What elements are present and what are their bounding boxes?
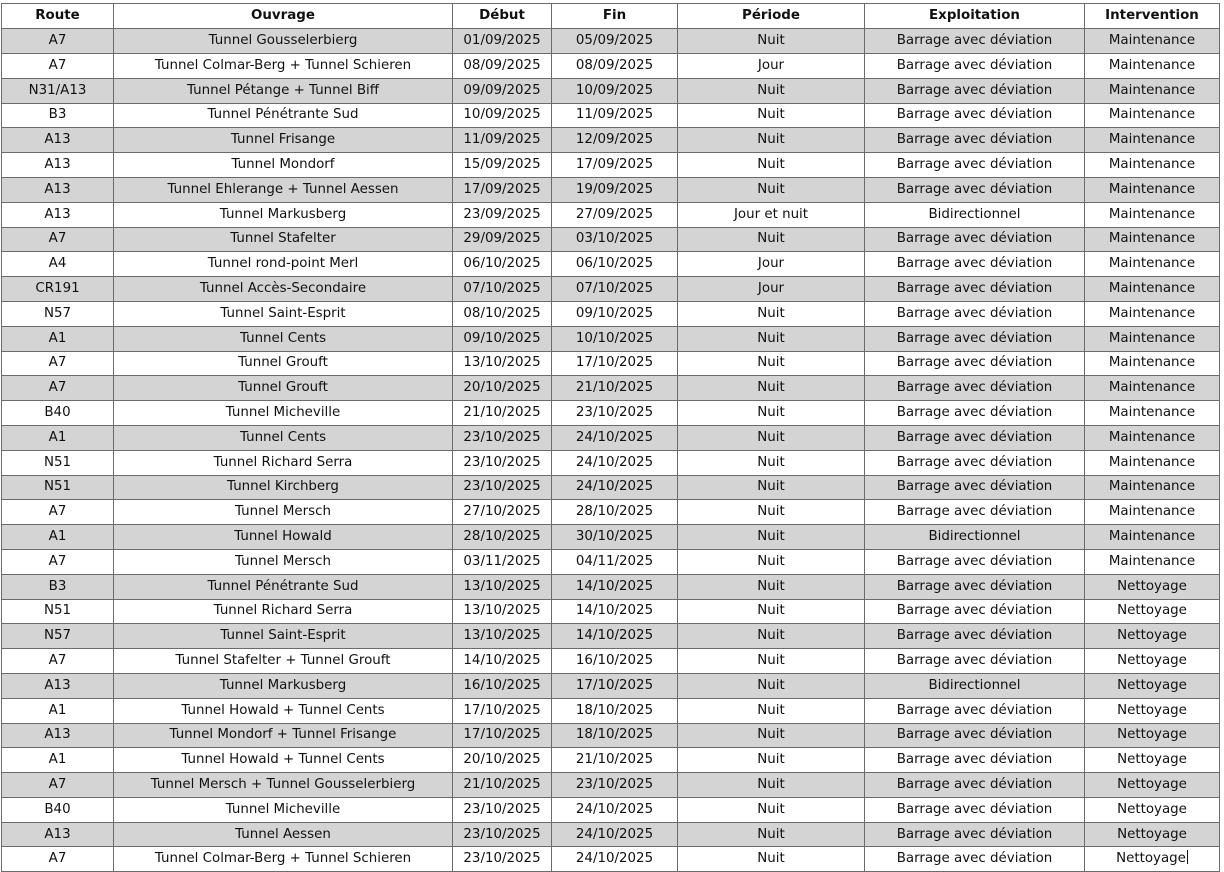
cell-fin[interactable]: 21/10/2025 (552, 748, 678, 773)
cell-debut[interactable]: 07/10/2025 (453, 277, 552, 302)
cell-route[interactable]: N51 (2, 450, 114, 475)
cell-intervention[interactable]: Nettoyage (1085, 624, 1220, 649)
cell-route[interactable]: B3 (2, 103, 114, 128)
cell-fin[interactable]: 14/10/2025 (552, 624, 678, 649)
cell-route[interactable]: A7 (2, 847, 114, 872)
cell-debut[interactable]: 28/10/2025 (453, 525, 552, 550)
table-row (2, 624, 1220, 649)
tunnel-schedule-table (1, 3, 1220, 872)
cell-debut[interactable]: 13/10/2025 (453, 574, 552, 599)
table-row (2, 401, 1220, 426)
cell-periode[interactable]: Nuit (678, 326, 865, 351)
table-row (2, 450, 1220, 475)
cell-ouvrage[interactable]: Tunnel Micheville (114, 401, 453, 426)
table-row (2, 549, 1220, 574)
cell-debut[interactable]: 17/09/2025 (453, 177, 552, 202)
table-row (2, 53, 1220, 78)
cell-intervention[interactable]: Maintenance (1085, 153, 1220, 178)
cell-route[interactable]: A13 (2, 128, 114, 153)
table-row (2, 351, 1220, 376)
cell-ouvrage[interactable]: Tunnel Markusberg (114, 202, 453, 227)
cell-exploitation[interactable]: Barrage avec déviation (865, 103, 1085, 128)
cell-debut[interactable]: 21/10/2025 (453, 773, 552, 798)
table-row (2, 649, 1220, 674)
cell-ouvrage[interactable]: Tunnel rond-point Merl (114, 252, 453, 277)
cell-route[interactable]: A7 (2, 29, 114, 54)
table-row (2, 525, 1220, 550)
cell-exploitation[interactable]: Barrage avec déviation (865, 748, 1085, 773)
cell-intervention[interactable]: Maintenance (1085, 53, 1220, 78)
cell-route[interactable]: N51 (2, 475, 114, 500)
cell-fin[interactable]: 24/10/2025 (552, 822, 678, 847)
cell-ouvrage[interactable]: Tunnel Mersch (114, 549, 453, 574)
cell-route[interactable]: A1 (2, 425, 114, 450)
cell-route[interactable]: A7 (2, 549, 114, 574)
cell-ouvrage[interactable]: Tunnel Howald + Tunnel Cents (114, 698, 453, 723)
table-row (2, 773, 1220, 798)
cell-exploitation[interactable]: Bidirectionnel (865, 202, 1085, 227)
header-route[interactable]: Route (2, 4, 114, 29)
cell-intervention[interactable]: Maintenance (1085, 500, 1220, 525)
cell-debut[interactable]: 17/10/2025 (453, 698, 552, 723)
table-row (2, 500, 1220, 525)
cell-debut[interactable]: 27/10/2025 (453, 500, 552, 525)
cell-exploitation[interactable]: Barrage avec déviation (865, 351, 1085, 376)
cell-debut[interactable]: 14/10/2025 (453, 649, 552, 674)
cell-periode[interactable]: Nuit (678, 227, 865, 252)
cell-fin[interactable]: 12/09/2025 (552, 128, 678, 153)
cell-periode[interactable]: Nuit (678, 525, 865, 550)
cell-intervention[interactable]: Nettoyage (1085, 748, 1220, 773)
cell-ouvrage[interactable]: Tunnel Micheville (114, 797, 453, 822)
cell-periode[interactable]: Nuit (678, 698, 865, 723)
cell-route[interactable]: A7 (2, 773, 114, 798)
cell-periode[interactable]: Nuit (678, 425, 865, 450)
cell-debut[interactable]: 17/10/2025 (453, 723, 552, 748)
cell-debut[interactable]: 08/09/2025 (453, 53, 552, 78)
cell-route[interactable]: A7 (2, 649, 114, 674)
cell-debut[interactable]: 23/10/2025 (453, 475, 552, 500)
table-row (2, 574, 1220, 599)
cell-fin[interactable]: 04/11/2025 (552, 549, 678, 574)
cell-intervention[interactable]: Nettoyage (1085, 574, 1220, 599)
cell-fin[interactable]: 05/09/2025 (552, 29, 678, 54)
table-row (2, 103, 1220, 128)
cell-periode[interactable]: Nuit (678, 376, 865, 401)
cell-exploitation[interactable]: Barrage avec déviation (865, 326, 1085, 351)
cell-intervention[interactable]: Nettoyage (1085, 698, 1220, 723)
table-row (2, 425, 1220, 450)
cell-debut[interactable]: 16/10/2025 (453, 673, 552, 698)
cell-periode[interactable]: Nuit (678, 475, 865, 500)
table-row (2, 847, 1220, 872)
cell-periode[interactable]: Nuit (678, 29, 865, 54)
cell-debut[interactable]: 01/09/2025 (453, 29, 552, 54)
cell-route[interactable]: A7 (2, 53, 114, 78)
cell-periode[interactable]: Nuit (678, 450, 865, 475)
cell-debut[interactable]: 10/09/2025 (453, 103, 552, 128)
cell-exploitation[interactable]: Barrage avec déviation (865, 574, 1085, 599)
cell-ouvrage[interactable]: Tunnel Cents (114, 326, 453, 351)
cell-periode[interactable]: Nuit (678, 128, 865, 153)
cell-exploitation[interactable]: Barrage avec déviation (865, 301, 1085, 326)
cell-fin[interactable]: 07/10/2025 (552, 277, 678, 302)
cell-intervention[interactable]: Nettoyage (1085, 773, 1220, 798)
cell-intervention[interactable]: Nettoyage (1085, 797, 1220, 822)
cell-fin[interactable]: 24/10/2025 (552, 847, 678, 872)
cell-periode[interactable]: Nuit (678, 673, 865, 698)
cell-debut[interactable]: 23/10/2025 (453, 847, 552, 872)
header-ouvrage[interactable]: Ouvrage (114, 4, 453, 29)
cell-fin[interactable]: 06/10/2025 (552, 252, 678, 277)
cell-exploitation[interactable]: Barrage avec déviation (865, 177, 1085, 202)
table-row (2, 227, 1220, 252)
cell-exploitation[interactable]: Barrage avec déviation (865, 401, 1085, 426)
cell-route[interactable]: A13 (2, 153, 114, 178)
cell-debut[interactable]: 20/10/2025 (453, 748, 552, 773)
table-row (2, 599, 1220, 624)
cell-ouvrage[interactable]: Tunnel Stafelter (114, 227, 453, 252)
cell-intervention[interactable]: Maintenance (1085, 401, 1220, 426)
cell-ouvrage[interactable]: Tunnel Mersch + Tunnel Gousselerbierg (114, 773, 453, 798)
cell-debut[interactable]: 23/10/2025 (453, 425, 552, 450)
table-row (2, 673, 1220, 698)
table-row (2, 153, 1220, 178)
cell-route[interactable]: A1 (2, 525, 114, 550)
table-row (2, 698, 1220, 723)
header-debut[interactable]: Début (453, 4, 552, 29)
cell-ouvrage[interactable]: Tunnel Pénétrante Sud (114, 103, 453, 128)
table-row (2, 376, 1220, 401)
cell-periode[interactable]: Nuit (678, 773, 865, 798)
cell-intervention[interactable]: Maintenance (1085, 227, 1220, 252)
cell-intervention[interactable]: Maintenance (1085, 177, 1220, 202)
cell-ouvrage[interactable]: Tunnel Ehlerange + Tunnel Aessen (114, 177, 453, 202)
cell-ouvrage[interactable]: Tunnel Colmar-Berg + Tunnel Schieren (114, 53, 453, 78)
cell-periode[interactable]: Nuit (678, 549, 865, 574)
cell-exploitation[interactable]: Barrage avec déviation (865, 500, 1085, 525)
cell-ouvrage[interactable]: Tunnel Richard Serra (114, 450, 453, 475)
cell-debut[interactable]: 08/10/2025 (453, 301, 552, 326)
cell-intervention[interactable]: Maintenance (1085, 301, 1220, 326)
header-intervention[interactable]: Intervention (1085, 4, 1220, 29)
cell-exploitation[interactable]: Barrage avec déviation (865, 649, 1085, 674)
cell-exploitation[interactable]: Barrage avec déviation (865, 425, 1085, 450)
cell-periode[interactable]: Nuit (678, 574, 865, 599)
cell-exploitation[interactable]: Barrage avec déviation (865, 376, 1085, 401)
cell-periode[interactable]: Nuit (678, 599, 865, 624)
cell-route[interactable]: A1 (2, 748, 114, 773)
cell-exploitation[interactable]: Barrage avec déviation (865, 277, 1085, 302)
cell-fin[interactable]: 17/09/2025 (552, 153, 678, 178)
cell-intervention[interactable]: Maintenance (1085, 252, 1220, 277)
table-row (2, 29, 1220, 54)
cell-exploitation[interactable]: Barrage avec déviation (865, 797, 1085, 822)
cell-intervention[interactable]: Maintenance (1085, 103, 1220, 128)
table-row (2, 797, 1220, 822)
cell-exploitation[interactable]: Barrage avec déviation (865, 773, 1085, 798)
cell-intervention[interactable]: Nettoyage (1085, 822, 1220, 847)
cell-intervention[interactable]: Maintenance (1085, 351, 1220, 376)
cell-exploitation[interactable]: Barrage avec déviation (865, 475, 1085, 500)
cell-debut[interactable]: 23/10/2025 (453, 797, 552, 822)
cell-debut[interactable]: 23/09/2025 (453, 202, 552, 227)
cell-exploitation[interactable]: Barrage avec déviation (865, 698, 1085, 723)
cell-route[interactable]: A4 (2, 252, 114, 277)
cell-periode[interactable]: Jour (678, 53, 865, 78)
cell-ouvrage[interactable]: Tunnel Cents (114, 425, 453, 450)
cell-ouvrage[interactable]: Tunnel Aessen (114, 822, 453, 847)
cell-debut[interactable]: 29/09/2025 (453, 227, 552, 252)
cell-exploitation[interactable]: Barrage avec déviation (865, 227, 1085, 252)
cell-intervention[interactable]: Nettoyage (1085, 599, 1220, 624)
cell-periode[interactable]: Nuit (678, 822, 865, 847)
cell-fin[interactable]: 16/10/2025 (552, 649, 678, 674)
cell-periode[interactable]: Nuit (678, 847, 865, 872)
table-row (2, 252, 1220, 277)
cell-intervention[interactable]: Nettoyage (1085, 649, 1220, 674)
cell-exploitation[interactable]: Barrage avec déviation (865, 128, 1085, 153)
cell-fin[interactable]: 18/10/2025 (552, 698, 678, 723)
cell-ouvrage[interactable]: Tunnel Howald (114, 525, 453, 550)
table-row (2, 723, 1220, 748)
cell-ouvrage[interactable]: Tunnel Grouft (114, 351, 453, 376)
cell-exploitation[interactable]: Bidirectionnel (865, 525, 1085, 550)
cell-ouvrage[interactable]: Tunnel Markusberg (114, 673, 453, 698)
cell-ouvrage[interactable]: Tunnel Saint-Esprit (114, 624, 453, 649)
cell-periode[interactable]: Nuit (678, 797, 865, 822)
cell-fin[interactable]: 11/09/2025 (552, 103, 678, 128)
cell-fin[interactable]: 27/09/2025 (552, 202, 678, 227)
cell-exploitation[interactable]: Barrage avec déviation (865, 847, 1085, 872)
cell-intervention[interactable]: Nettoyage (1085, 673, 1220, 698)
cell-intervention[interactable]: Nettoyage (1085, 723, 1220, 748)
cell-debut[interactable]: 13/10/2025 (453, 624, 552, 649)
cell-debut[interactable]: 21/10/2025 (453, 401, 552, 426)
cell-debut[interactable]: 11/09/2025 (453, 128, 552, 153)
cell-exploitation[interactable]: Barrage avec déviation (865, 723, 1085, 748)
table-body (2, 29, 1220, 872)
cell-periode[interactable]: Nuit (678, 723, 865, 748)
cell-exploitation[interactable]: Barrage avec déviation (865, 78, 1085, 103)
cell-intervention[interactable]: Maintenance (1085, 549, 1220, 574)
cell-ouvrage[interactable]: Tunnel Accès-Secondaire (114, 277, 453, 302)
cell-fin[interactable]: 17/10/2025 (552, 673, 678, 698)
cell-debut[interactable]: 09/09/2025 (453, 78, 552, 103)
cell-fin[interactable]: 18/10/2025 (552, 723, 678, 748)
cell-route[interactable]: A13 (2, 177, 114, 202)
cell-exploitation[interactable]: Barrage avec déviation (865, 252, 1085, 277)
cell-periode[interactable]: Nuit (678, 153, 865, 178)
cell-route[interactable]: A13 (2, 202, 114, 227)
cell-debut[interactable]: 03/11/2025 (453, 549, 552, 574)
cell-intervention[interactable]: Maintenance (1085, 29, 1220, 54)
table-row (2, 202, 1220, 227)
table-row (2, 822, 1220, 847)
cell-fin[interactable]: 10/09/2025 (552, 78, 678, 103)
cell-intervention[interactable]: Maintenance (1085, 326, 1220, 351)
cell-exploitation[interactable]: Barrage avec déviation (865, 153, 1085, 178)
cell-route[interactable]: B40 (2, 401, 114, 426)
cell-fin[interactable]: 21/10/2025 (552, 376, 678, 401)
cell-ouvrage[interactable]: Tunnel Howald + Tunnel Cents (114, 748, 453, 773)
cell-periode[interactable]: Nuit (678, 103, 865, 128)
schedule-sheet (1, 3, 1220, 872)
table-row (2, 475, 1220, 500)
table-row (2, 78, 1220, 103)
cell-route[interactable]: A7 (2, 351, 114, 376)
cell-periode[interactable]: Nuit (678, 624, 865, 649)
cell-ouvrage[interactable]: Tunnel Colmar-Berg + Tunnel Schieren (114, 847, 453, 872)
cell-fin[interactable]: 30/10/2025 (552, 525, 678, 550)
cell-ouvrage[interactable]: Tunnel Richard Serra (114, 599, 453, 624)
cell-intervention[interactable]: Maintenance (1085, 475, 1220, 500)
cell-exploitation[interactable]: Barrage avec déviation (865, 549, 1085, 574)
cell-ouvrage[interactable]: Tunnel Kirchberg (114, 475, 453, 500)
cell-fin[interactable]: 10/10/2025 (552, 326, 678, 351)
cell-fin[interactable]: 17/10/2025 (552, 351, 678, 376)
cell-exploitation[interactable]: Barrage avec déviation (865, 53, 1085, 78)
cell-exploitation[interactable]: Barrage avec déviation (865, 599, 1085, 624)
cell-fin[interactable]: 24/10/2025 (552, 425, 678, 450)
cell-fin[interactable]: 14/10/2025 (552, 574, 678, 599)
cell-periode[interactable]: Nuit (678, 500, 865, 525)
cell-ouvrage[interactable]: Tunnel Gousselerbierg (114, 29, 453, 54)
cell-periode[interactable]: Nuit (678, 351, 865, 376)
cell-route[interactable]: A1 (2, 326, 114, 351)
cell-intervention[interactable]: Maintenance (1085, 202, 1220, 227)
text-cursor (1187, 850, 1188, 864)
cell-ouvrage[interactable]: Tunnel Saint-Esprit (114, 301, 453, 326)
header-row (2, 4, 1220, 29)
cell-periode[interactable]: Nuit (678, 401, 865, 426)
table-row (2, 277, 1220, 302)
table-row (2, 326, 1220, 351)
cell-route[interactable]: A1 (2, 698, 114, 723)
cell-intervention[interactable]: Maintenance (1085, 277, 1220, 302)
cell-periode[interactable]: Nuit (678, 177, 865, 202)
cell-intervention[interactable]: Maintenance (1085, 450, 1220, 475)
cell-fin[interactable]: 03/10/2025 (552, 227, 678, 252)
cell-intervention[interactable]: Maintenance (1085, 425, 1220, 450)
cell-debut[interactable]: 13/10/2025 (453, 599, 552, 624)
cell-route[interactable]: N57 (2, 624, 114, 649)
cell-debut[interactable]: 09/10/2025 (453, 326, 552, 351)
cell-route[interactable]: A13 (2, 673, 114, 698)
cell-fin[interactable]: 28/10/2025 (552, 500, 678, 525)
cell-route[interactable]: B3 (2, 574, 114, 599)
cell-route[interactable]: A7 (2, 376, 114, 401)
cell-debut[interactable]: 20/10/2025 (453, 376, 552, 401)
table-row (2, 301, 1220, 326)
cell-periode[interactable]: Nuit (678, 301, 865, 326)
header-periode[interactable]: Période (678, 4, 865, 29)
table-row (2, 128, 1220, 153)
cell-intervention[interactable]: Maintenance (1085, 376, 1220, 401)
cell-fin[interactable]: 24/10/2025 (552, 450, 678, 475)
cell-exploitation[interactable]: Bidirectionnel (865, 673, 1085, 698)
cell-fin[interactable]: 23/10/2025 (552, 773, 678, 798)
cell-fin[interactable]: 24/10/2025 (552, 475, 678, 500)
cell-debut[interactable]: 23/10/2025 (453, 450, 552, 475)
cell-ouvrage[interactable]: Tunnel Mondorf + Tunnel Frisange (114, 723, 453, 748)
cell-exploitation[interactable]: Barrage avec déviation (865, 29, 1085, 54)
cell-fin[interactable]: 24/10/2025 (552, 797, 678, 822)
cell-periode[interactable]: Nuit (678, 649, 865, 674)
cell-debut[interactable]: 23/10/2025 (453, 822, 552, 847)
cell-intervention[interactable]: Nettoyage (1085, 847, 1220, 872)
cell-route[interactable]: N51 (2, 599, 114, 624)
cell-fin[interactable]: 09/10/2025 (552, 301, 678, 326)
cell-route[interactable]: A7 (2, 227, 114, 252)
cell-route[interactable]: B40 (2, 797, 114, 822)
header-exploitation[interactable]: Exploitation (865, 4, 1085, 29)
cell-route[interactable]: A7 (2, 500, 114, 525)
cell-ouvrage[interactable]: Tunnel Mondorf (114, 153, 453, 178)
cell-ouvrage[interactable]: Tunnel Pétange + Tunnel Biff (114, 78, 453, 103)
cell-debut[interactable]: 06/10/2025 (453, 252, 552, 277)
cell-intervention[interactable]: Maintenance (1085, 525, 1220, 550)
cell-debut[interactable]: 13/10/2025 (453, 351, 552, 376)
cell-ouvrage[interactable]: Tunnel Pénétrante Sud (114, 574, 453, 599)
cell-intervention[interactable]: Maintenance (1085, 128, 1220, 153)
cell-route[interactable]: A13 (2, 723, 114, 748)
cell-route[interactable]: N31/A13 (2, 78, 114, 103)
cell-exploitation[interactable]: Barrage avec déviation (865, 624, 1085, 649)
header-fin[interactable]: Fin (552, 4, 678, 29)
cell-fin[interactable]: 19/09/2025 (552, 177, 678, 202)
cell-fin[interactable]: 08/09/2025 (552, 53, 678, 78)
cell-periode[interactable]: Jour (678, 277, 865, 302)
cell-exploitation[interactable]: Barrage avec déviation (865, 450, 1085, 475)
cell-periode[interactable]: Jour (678, 252, 865, 277)
cell-ouvrage[interactable]: Tunnel Stafelter + Tunnel Grouft (114, 649, 453, 674)
cell-route[interactable]: N57 (2, 301, 114, 326)
cell-exploitation[interactable]: Barrage avec déviation (865, 822, 1085, 847)
cell-periode[interactable]: Nuit (678, 748, 865, 773)
cell-fin[interactable]: 23/10/2025 (552, 401, 678, 426)
cell-ouvrage[interactable]: Tunnel Grouft (114, 376, 453, 401)
cell-route[interactable]: CR191 (2, 277, 114, 302)
table-row (2, 748, 1220, 773)
cell-intervention[interactable]: Maintenance (1085, 78, 1220, 103)
cell-route[interactable]: A13 (2, 822, 114, 847)
cell-ouvrage[interactable]: Tunnel Mersch (114, 500, 453, 525)
cell-periode[interactable]: Jour et nuit (678, 202, 865, 227)
table-row (2, 177, 1220, 202)
cell-fin[interactable]: 14/10/2025 (552, 599, 678, 624)
cell-periode[interactable]: Nuit (678, 78, 865, 103)
cell-debut[interactable]: 15/09/2025 (453, 153, 552, 178)
cell-ouvrage[interactable]: Tunnel Frisange (114, 128, 453, 153)
